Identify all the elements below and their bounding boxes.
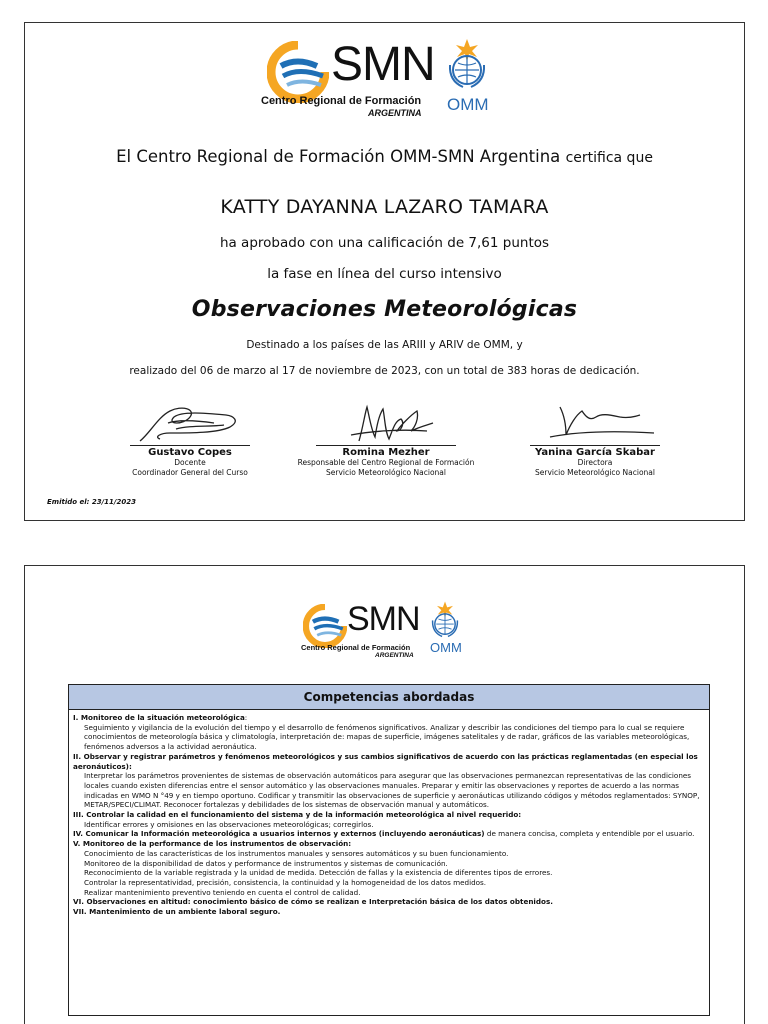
competencia-heading	[73, 829, 705, 839]
certifica-text: certifica que	[565, 150, 653, 166]
competencia-description: Seguimiento y vigilancia de la evolución del tiempo y el desarrollo de fenómenos significativos. Analizar y describir las condiciones del tiempo para lo cual se requiere conocimientos de meteorología básica y climatología, interpretación de: mapas de superficie, imágenes satelitales y de radar, gráficos de las variables meteorológicas, fenómenos adversos a la actividad aeronáutica.	[84, 722, 690, 752]
competencia-heading-bold: VI. Observaciones en altitud: conocimiento básico de cómo se realizan e Interpretación básica de los datos obtenidos.	[73, 897, 553, 907]
signature-garcia-skabar	[530, 401, 660, 445]
logo-center-line: Centro Regional de Formación	[261, 95, 422, 107]
competencia-item	[73, 713, 705, 752]
competencia-item	[73, 829, 705, 839]
competencia-heading	[73, 839, 705, 849]
competencia-heading-bold: V. Monitoreo de la performance de los instrumentos de observación:	[73, 839, 352, 849]
competencia-heading-bold: I. Monitoreo de la situación meteorológica	[73, 713, 245, 722]
issued-date: Emitido el: 23/11/2023	[47, 498, 136, 506]
signer-role: Servicio Meteorológico Nacional	[326, 468, 446, 477]
smn-swirl-icon	[267, 41, 329, 103]
period-line: realizado del 06 de marzo al 17 de noviembre de 2023, con un total de 383 horas de dedicación.	[129, 365, 640, 377]
intro-text: El Centro Regional de Formación OMM-SMN Argentina	[116, 147, 561, 166]
wmo-emblem-icon	[429, 600, 461, 638]
omm-wordmark: OMM	[430, 640, 462, 655]
competencia-heading	[73, 907, 705, 917]
course-title: Observaciones Meteorológicas	[191, 297, 578, 322]
logo-country: ARGENTINA	[368, 108, 422, 118]
competencia-item	[73, 752, 705, 810]
smn-wordmark: SMN	[331, 38, 435, 91]
competencia-description: Identificar errores y omisiones en las observaciones meteorológicas; corregirlos.	[84, 819, 374, 829]
signature-line	[316, 445, 456, 446]
competencia-item	[73, 839, 705, 897]
smn-omm-logo	[261, 37, 507, 137]
competencia-item	[73, 810, 705, 829]
grade-line: ha aprobado con una calificación de 7,61 puntos	[219, 235, 550, 251]
certificate-intro	[25, 147, 744, 166]
signer-role: Docente	[174, 458, 206, 467]
competencia-heading-bold: IV. Comunicar la Información meteorológica a usuarios internos y externos (incluyendo aeronáuticas)	[73, 829, 485, 839]
signer-copes	[115, 403, 265, 478]
competencia-heading	[73, 752, 705, 771]
competencia-heading-tail: :	[244, 713, 248, 722]
competencia-heading	[73, 713, 705, 723]
competencia-item	[73, 897, 705, 907]
smn-wordmark: SMN	[347, 600, 420, 638]
smn-swirl-icon	[303, 604, 347, 648]
competencia-description: Conocimiento de las características de los instrumentos manuales y sensores automáticos y su buen funcionamiento. Monitoreo de la disponibilidad de datos y performance de instrumentos y sistemas de comunicación. Reconocimiento de la variable registrada y la unidad de medida. Detección de fallas y la existencia de diferentes tipos de errores. Controlar la representatividad, precisión, consistencia, la continuidad y la homogeneidad de los datos medidos. Realizar mantenimiento preventivo teniendo en cuenta el control de calidad.	[84, 848, 553, 897]
phase-line: la fase en línea del curso intensivo	[267, 266, 502, 282]
signer-role: Directora	[577, 458, 613, 467]
destination-line: Destinado a los países de las ARIII y ARIV de OMM, y	[246, 339, 523, 351]
signature-line	[130, 445, 250, 446]
competencias-list	[69, 710, 709, 917]
signature-copes	[130, 403, 250, 445]
certificate-page	[24, 22, 745, 521]
competencia-heading-bold: VII. Mantenimiento de un ambiente laboral seguro.	[73, 907, 281, 917]
competencia-heading	[73, 897, 705, 907]
signer-role: Responsable del Centro Regional de Formación	[297, 458, 475, 467]
signature-mezher	[331, 401, 441, 445]
competencia-description: Interpretar los parámetros provenientes de sistemas de observación automáticos para asegurar que las observaciones permanezcan representativas de las condiciones locales cuando existen diferencias entre el sensor automático y las observaciones manuales. Preparar y emitir las observaciones y reportes de acuerdo a las normas indicadas en WMO N °49 y en tiempo oportuno. Codificar y transmitir las observaciones de superficie y aeronáuticas utilizando códigos y métodos reglamentados: SYNOP, METAR/SPECI/CLIMAT. Reconocer fortalezas y debilidades de los sistemas de observación manual y automáticos.	[84, 771, 700, 810]
signer-role: Coordinador General del Curso	[132, 468, 248, 477]
signer-garcia-skabar	[520, 401, 670, 478]
competencias-title: Competencias abordadas	[69, 685, 709, 710]
competencias-table	[68, 684, 710, 1016]
logo-country: ARGENTINA	[375, 652, 414, 659]
logo-center-line: Centro Regional de Formación	[301, 643, 411, 652]
omm-wordmark: OMM	[447, 95, 489, 114]
signer-mezher	[281, 401, 491, 478]
wmo-emblem-icon	[445, 37, 489, 89]
signer-role: Servicio Meteorológico Nacional	[535, 468, 655, 477]
signer-name: Yanina García Skabar	[535, 447, 655, 458]
signer-name: Gustavo Copes	[148, 447, 232, 458]
competencia-heading-bold: III. Controlar la calidad en el funcionamiento del sistema y de la información meteorológica al nivel requerido:	[73, 810, 522, 820]
competencias-page	[24, 565, 745, 1024]
competencia-heading-tail: de manera concisa, completa y entendible por el usuario.	[484, 829, 695, 839]
recipient-name: KATTY DAYANNA LAZARO TAMARA	[220, 196, 549, 218]
competencia-heading	[73, 810, 705, 820]
signer-name: Romina Mezher	[342, 447, 430, 458]
competencia-item	[73, 907, 705, 917]
signature-line	[530, 445, 660, 446]
competencia-heading-bold: II. Observar y registrar parámetros y fenómenos meteorológicos y sus cambios significativos de acuerdo con las prácticas reglamentadas (en especial los aeronáuticos):	[73, 751, 698, 771]
smn-omm-logo	[303, 596, 473, 666]
